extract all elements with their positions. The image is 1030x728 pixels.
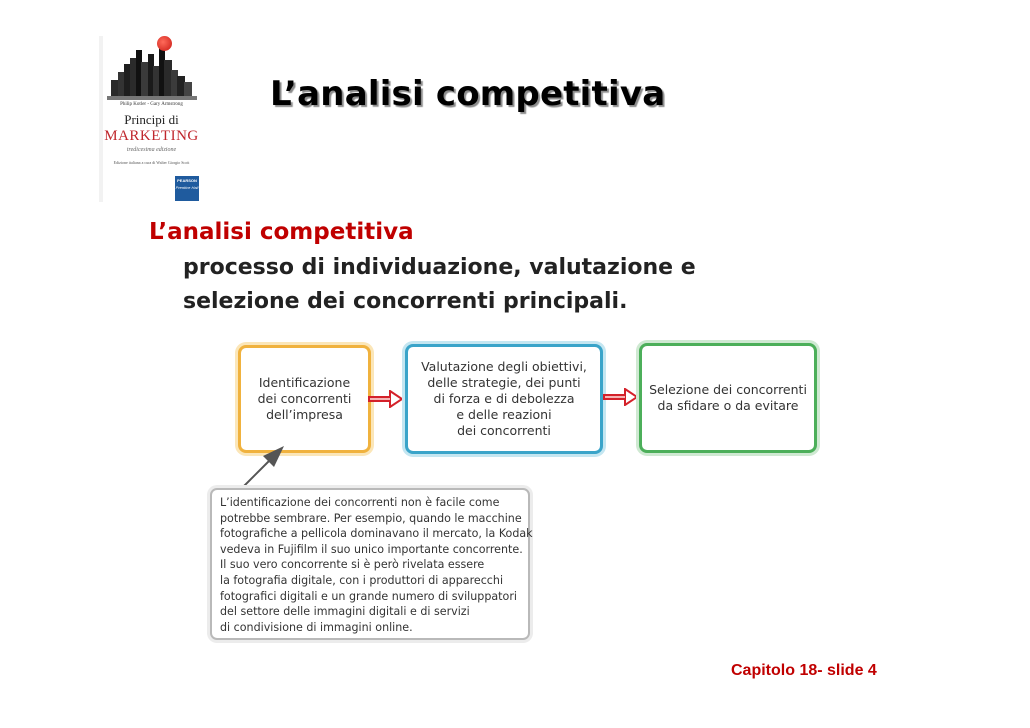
step3-line: da sfidare o da evitare (657, 398, 799, 413)
slide-title: L’analisi competitiva (270, 74, 666, 114)
slide-subheading: L’analisi competitiva (149, 219, 414, 245)
note-line: fotografiche a pellicola dominavano il mercato, la Kodak (220, 527, 533, 541)
arrow-right-icon (603, 388, 639, 406)
note-line: L’identificazione dei concorrenti non è facile come (220, 496, 500, 509)
note-line: vedeva in Fujifilm il suo unico importante concorrente. (220, 542, 523, 556)
step2-line: Valutazione degli obiettivi, (421, 359, 587, 374)
step-evaluation-box (405, 344, 603, 454)
step3-line: Selezione dei concorrenti (649, 382, 807, 397)
publisher-imprint: Prentice Hall (175, 185, 199, 190)
book-cover (103, 36, 200, 202)
note-line: potrebbe sembrare. Per esempio, quando le macchine (220, 511, 522, 525)
book-authors: Philip Kotler - Gary Armstrong (120, 102, 183, 107)
step1-line: Identificazione (258, 375, 351, 390)
step-identification-box (238, 345, 371, 453)
note-line: Il suo vero concorrente si è però rivelata essere (220, 558, 485, 572)
step2-line: dei concorrenti (457, 423, 551, 438)
book-edition: tredicesima edizione (126, 147, 177, 153)
step1-line: dei concorrenti (257, 391, 352, 406)
book-title-line1: Principi di (124, 112, 179, 127)
body-line-2: selezione dei concorrenti principali. (183, 289, 628, 314)
arrow-right-icon (368, 390, 404, 408)
step1-line: dell’impresa (266, 407, 343, 422)
book-title-line2: MARKETING (104, 128, 199, 144)
note-box (210, 488, 533, 640)
publisher-name: PEARSON (177, 178, 197, 183)
note-line: fotografici digitali e un grande numero di sviluppatori (220, 589, 517, 603)
step2-line: di forza e di debolezza (433, 391, 575, 406)
red-ball-icon (157, 36, 172, 51)
city-skyline-image (103, 36, 200, 102)
note-line: di condivisione di immagini online. (220, 620, 413, 634)
note-line: del settore delle immagini digitali e di servizi (220, 605, 470, 619)
step2-line: e delle reazioni (456, 407, 552, 422)
publisher-logo (175, 176, 199, 201)
slide-footer: Capitolo 18- slide 4 (731, 662, 877, 679)
step2-line: delle strategie, dei punti (427, 375, 581, 390)
note-line: la fotografia digitale, con i produttori di apparecchi (220, 573, 504, 587)
step-selection-box (639, 343, 817, 453)
book-italian-edition: Edizione italiana a cura di Walter Giorgio Scott (113, 160, 190, 165)
body-line-1: processo di individuazione, valutazione e (183, 255, 696, 280)
